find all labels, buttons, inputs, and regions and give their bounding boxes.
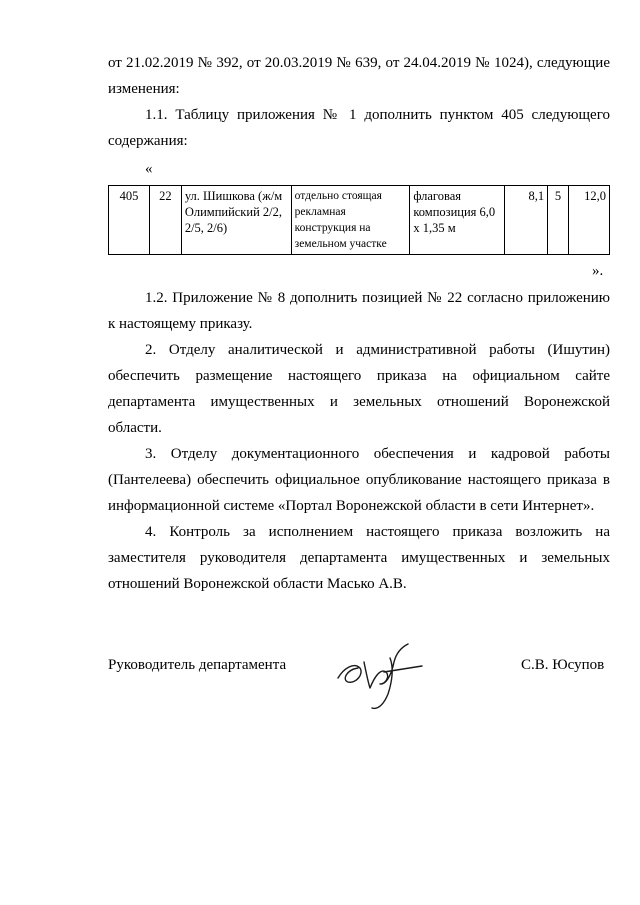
signatory-name: С.В. Юсупов	[521, 657, 605, 673]
cell-position: 22	[149, 186, 181, 255]
cell-value-1: 8,1	[505, 186, 548, 255]
cell-address: ул. Шишкова (ж/м Олимпийский 2/2, 2/5, 2/6)	[181, 186, 291, 255]
cell-value-2: 5	[548, 186, 569, 255]
paragraph-intro-line: от 21.02.2019 № 392, от 20.03.2019 № 639, от 24.04.2019 № 1024), следующие	[108, 55, 610, 71]
paragraph-intro-line: изменения:	[108, 81, 180, 97]
table-row	[109, 186, 610, 255]
paragraph-2-line: 2. Отделу аналитической и административной работы (Ишутин)	[145, 342, 610, 358]
appendix-table	[108, 185, 610, 255]
paragraph-2-line: области.	[108, 420, 162, 436]
paragraph-2-line: департамента имущественных и земельных отношений Воронежской	[108, 394, 610, 410]
paragraph-1-1-line: содержания:	[108, 133, 188, 149]
cell-construction-type: отдельно стоящая рекламная конструкция на земельном участке	[291, 186, 410, 255]
cell-construction-kind: флаговая композиция 6,0 х 1,35 м	[410, 186, 505, 255]
paragraph-4-line: заместителя руководителя департамента имущественных и земельных	[108, 550, 610, 566]
opening-quote: «	[145, 161, 153, 177]
closing-quote: ».	[592, 263, 604, 279]
paragraph-1-2-line: к настоящему приказу.	[108, 316, 253, 332]
signatory-position: Руководитель департамента	[108, 657, 287, 673]
paragraph-3-line: информационной системе «Портал Воронежской области в сети Интернет».	[108, 498, 595, 514]
cell-number: 405	[109, 186, 150, 255]
paragraph-1-1-line: 1.1. Таблицу приложения № 1 дополнить пунктом 405 следующего	[145, 107, 610, 123]
paragraph-3-line: 3. Отделу документационного обеспечения и кадровой работы	[145, 446, 610, 462]
paragraph-4-line: отношений Воронежской области Масько А.В.	[108, 576, 407, 592]
handwritten-signature	[330, 638, 430, 714]
paragraph-2-line: обеспечить размещение настоящего приказа на официальном сайте	[108, 368, 610, 384]
paragraph-1-2-line: 1.2. Приложение № 8 дополнить позицией № 22 согласно приложению	[145, 290, 610, 306]
paragraph-4-line: 4. Контроль за исполнением настоящего приказа возложить на	[145, 524, 610, 540]
paragraph-3-line: (Пантелеева) обеспечить официальное опубликование настоящего приказа в	[108, 472, 610, 488]
cell-value-3: 12,0	[569, 186, 610, 255]
